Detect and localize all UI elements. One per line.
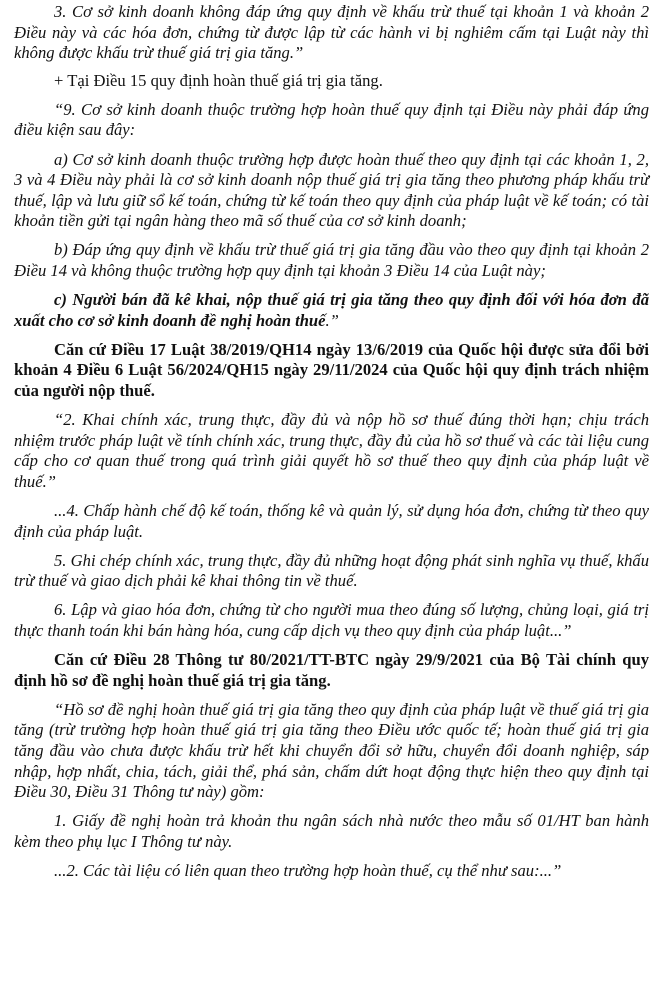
paragraph-clause-9b: b) Đáp ứng quy định về khấu trừ thuế giá trị gia tăng đầu vào theo quy định tại khoản 2 Điều 14 và không thuộc trường hợp quy định tại khoản 3 Điều 14 của Luật này; (14, 240, 649, 281)
clause-9c-tail: .” (325, 310, 339, 330)
paragraph-clause-9a: a) Cơ sở kinh doanh thuộc trường hợp được hoàn thuế theo quy định tại các khoản 1, 2, 3 và 4 Điều này phải là cơ sở kinh doanh nộp thuế giá trị gia tăng theo phương pháp khấu trừ thuế, lập và lưu giữ sổ kế toán, chứng từ kế toán theo quy định của pháp luật về kế toán; có tài khoản tiền gửi tại ngân hàng theo mã số thuế của cơ sở kinh doanh; (14, 149, 649, 231)
paragraph-duty-4: ...4. Chấp hành chế độ kế toán, thống kê và quản lý, sử dụng hóa đơn, chứng từ theo quy định của pháp luật. (14, 500, 649, 541)
paragraph-article-17-basis: Căn cứ Điều 17 Luật 38/2019/QH14 ngày 13/6/2019 của Quốc hội được sửa đổi bởi khoản 4 Điều 6 Luật 56/2024/QH15 ngày 29/11/2024 của Quốc hội quy định trách nhiệm của người nộp thuế. (14, 339, 649, 400)
paragraph-article-15-heading: + Tại Điều 15 quy định hoàn thuế giá trị gia tăng. (54, 70, 383, 90)
document-page (0, 2, 661, 983)
paragraph-dossier-item-1: 1. Giấy đề nghị hoàn trả khoản thu ngân sách nhà nước theo mẫu số 01/HT ban hành kèm theo phụ lục I Thông tư này. (14, 811, 649, 851)
paragraph-clause-3: 3. Cơ sở kinh doanh không đáp ứng quy định về khấu trừ thuế tại khoản 1 và khoản 2 Điều này và các hóa đơn, chứng từ được lập từ các hành vi bị nghiêm cấm tại Luật này thì không được khấu trừ thuế giá trị gia tăng.” (14, 2, 649, 63)
paragraph-duty-5: 5. Ghi chép chính xác, trung thực, đầy đủ những hoạt động phát sinh nghĩa vụ thuế, khấu trừ thuế và giao dịch phải kê khai thông tin về thuế. (14, 550, 649, 591)
paragraph-dossier-item-2: ...2. Các tài liệu có liên quan theo trường hợp hoàn thuế, cụ thể như sau:...” (54, 860, 562, 880)
paragraph-clause-9c (14, 290, 649, 331)
paragraph-article-28-basis: Căn cứ Điều 28 Thông tư 80/2021/TT-BTC ngày 29/9/2021 của Bộ Tài chính quy định hồ sơ đề nghị hoàn thuế giá trị gia tăng. (14, 650, 649, 690)
clause-9c-bold-text: c) Người bán đã kê khai, nộp thuế giá trị gia tăng theo quy định đối với hóa đơn đã xuất cho cơ sở kinh doanh đề nghị hoàn thuế (14, 290, 649, 330)
paragraph-duty-2: “2. Khai chính xác, trung thực, đầy đủ và nộp hồ sơ thuế đúng thời hạn; chịu trách nhiệm trước pháp luật về tính chính xác, trung thực, đầy đủ của hồ sơ thuế và các tài liệu cung cấp cho cơ quan thuế trong quá trình giải quyết hồ sơ thuế theo quy định của pháp luật về thuế.” (14, 410, 649, 491)
paragraph-clause-9: “9. Cơ sở kinh doanh thuộc trường hợp hoàn thuế quy định tại Điều này phải đáp ứng điều kiện sau đây: (14, 99, 649, 140)
paragraph-duty-6: 6. Lập và giao hóa đơn, chứng từ cho người mua theo đúng số lượng, chủng loại, giá trị thực thanh toán khi bán hàng hóa, cung cấp dịch vụ theo quy định của pháp luật...” (14, 600, 649, 640)
paragraph-refund-dossier: “Hồ sơ đề nghị hoàn thuế giá trị gia tăng theo quy định của pháp luật về thuế giá trị gia tăng (trừ trường hợp hoàn thuế giá trị gia tăng theo Điều ước quốc tế; hoàn thuế giá trị gia tăng đầu vào chưa được khấu trừ hết khi chuyển đổi sở hữu, chuyển đổi doanh nghiệp, sáp nhập, hợp nhất, chia, tách, giải thể, phá sản, chấm dứt hoạt động thực hiện theo quy định tại Điều 30, Điều 31 Thông tư này) gồm: (14, 699, 649, 802)
